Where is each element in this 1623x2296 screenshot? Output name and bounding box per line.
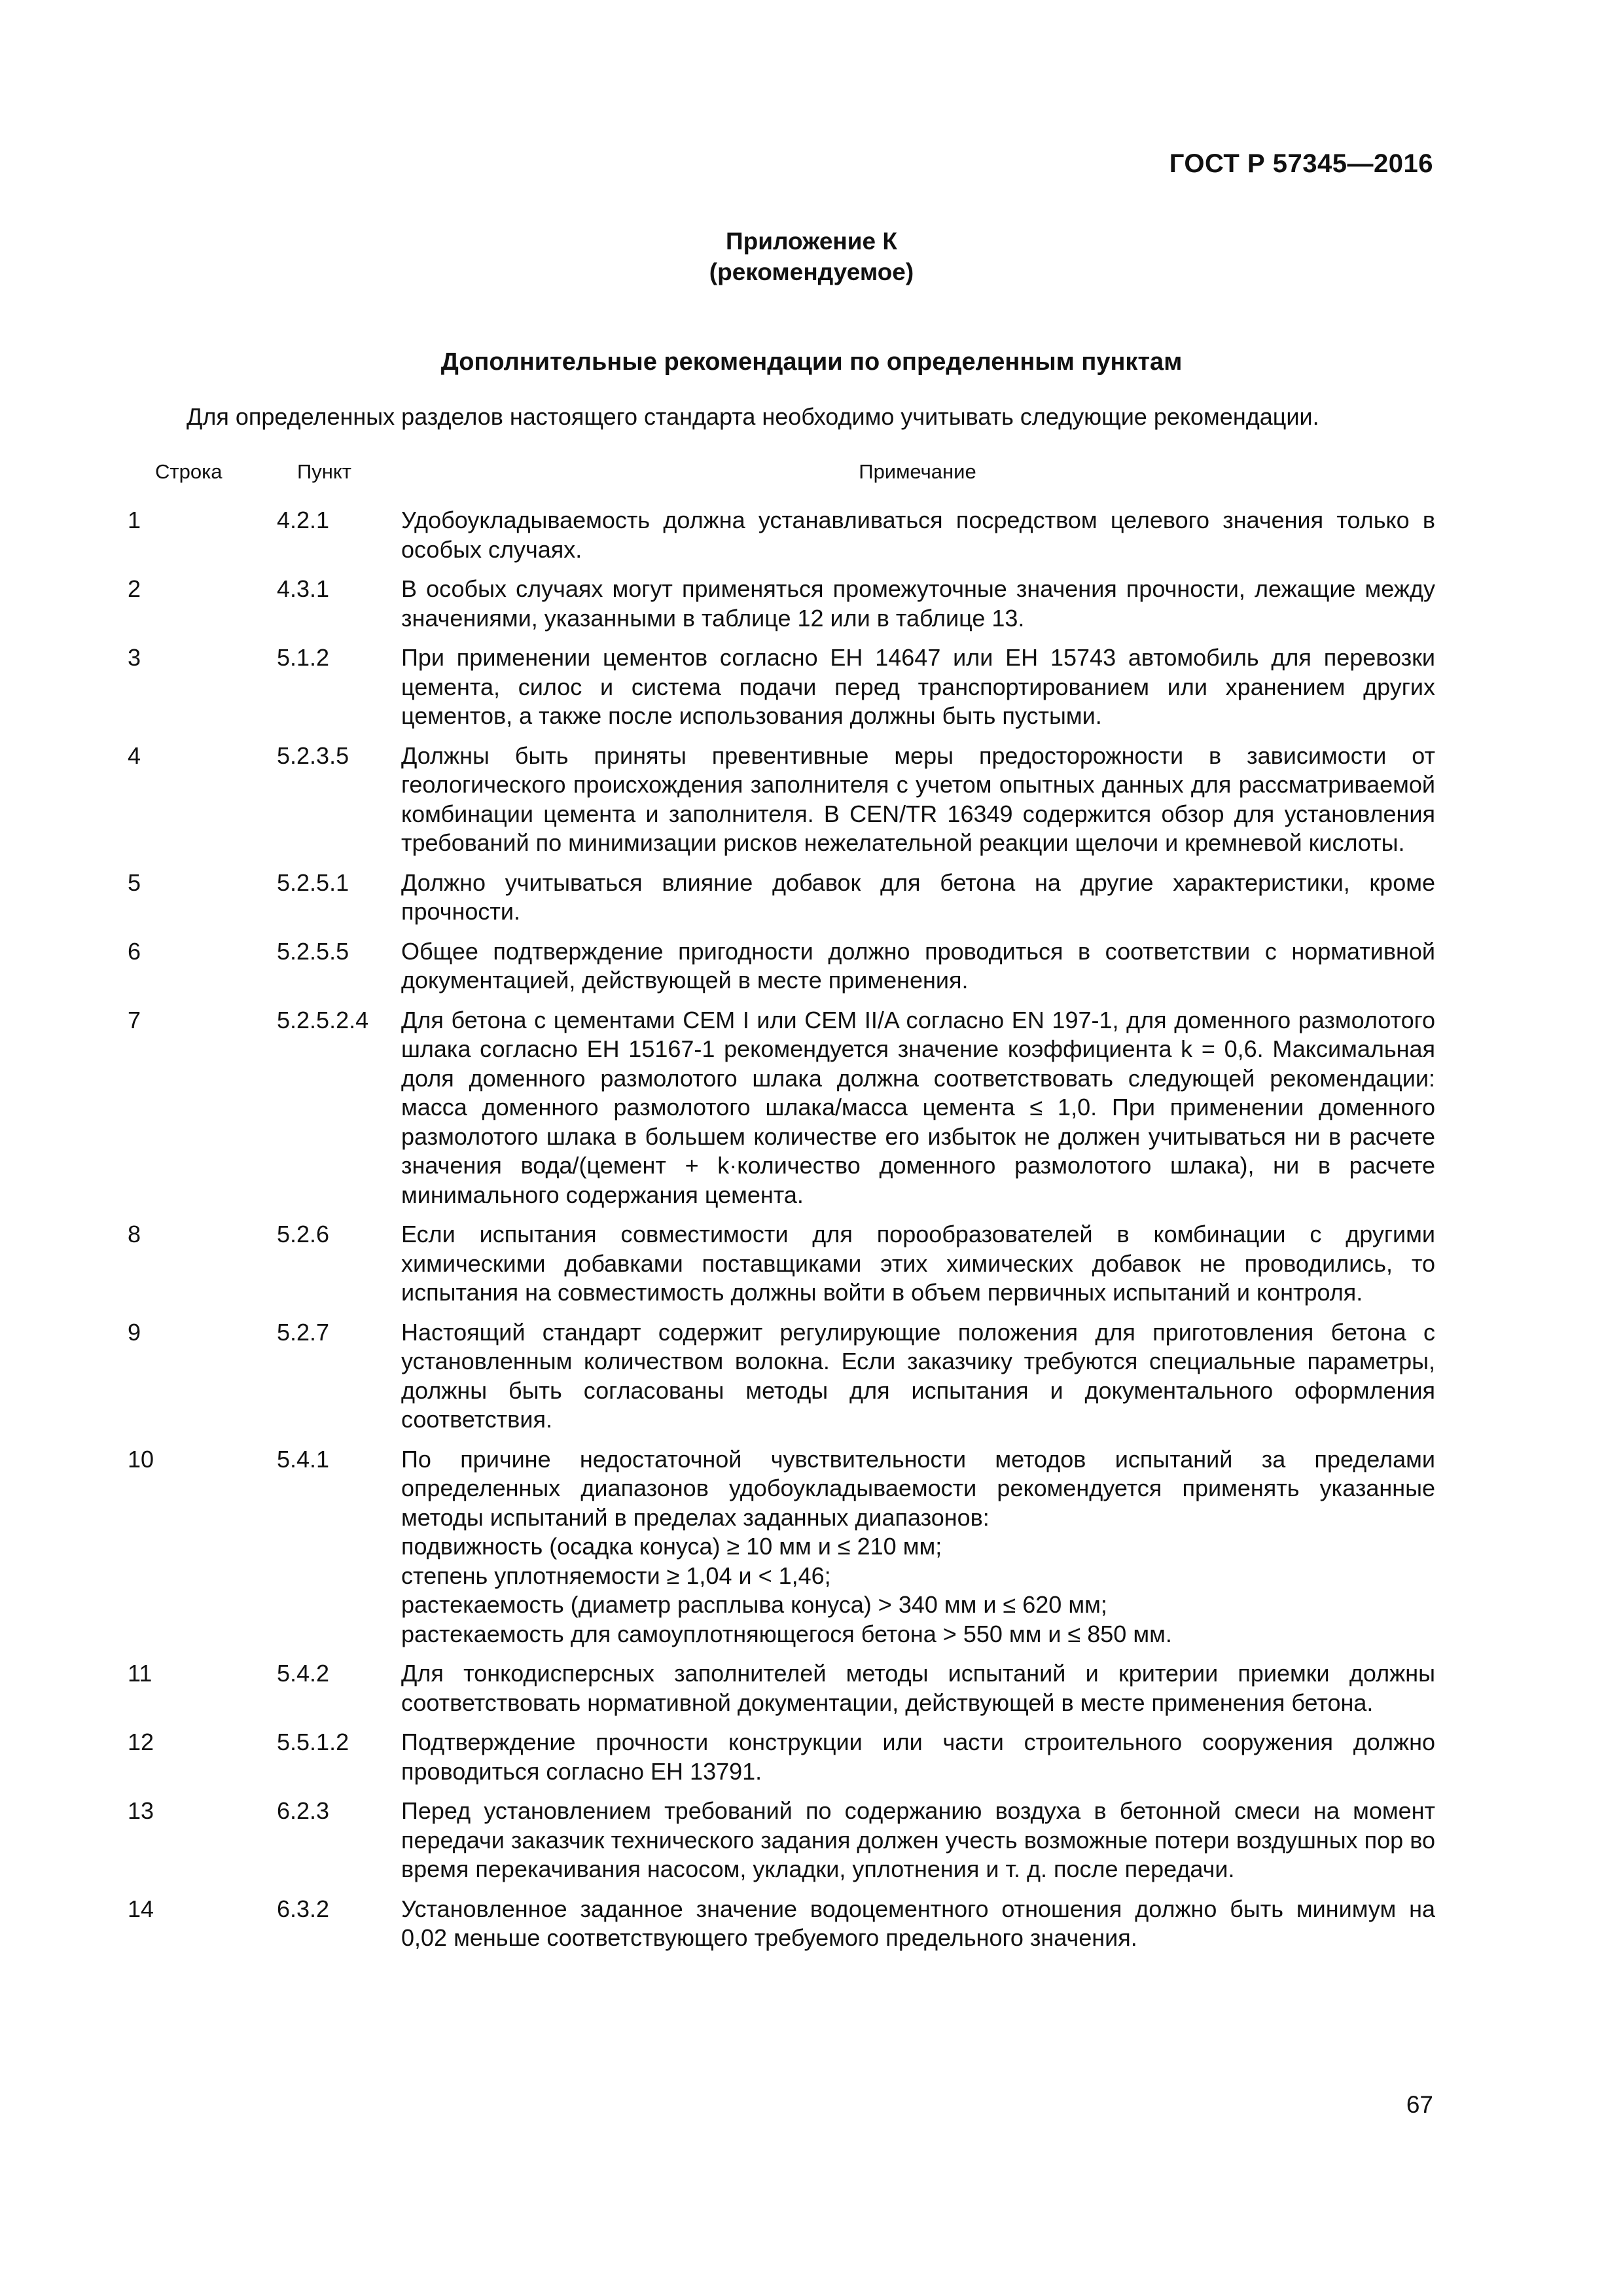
row-number: 14 bbox=[128, 1895, 154, 1922]
table-row bbox=[128, 742, 1436, 858]
row-note: В особых случаях могут применяться промежуточные значения прочности, лежащие между значениями, указанными в таблице 12 или в таблице 13. bbox=[401, 575, 1435, 632]
table-row bbox=[128, 1659, 1436, 1717]
row-clause: 5.2.5.1 bbox=[277, 869, 349, 896]
row-number: 11 bbox=[128, 1660, 152, 1687]
row-clause: 5.1.2 bbox=[277, 644, 330, 671]
column-header-row: Строка bbox=[155, 460, 223, 483]
row-number: 9 bbox=[128, 1318, 141, 1346]
row-clause: 5.2.7 bbox=[277, 1318, 330, 1346]
row-number: 7 bbox=[128, 1006, 141, 1033]
row-note: Для тонкодисперсных заполнителей методы испытаний и критерии приемки должны соответствовать нормативной документации, действующей в месте применения бетона. bbox=[401, 1660, 1435, 1716]
table-row bbox=[128, 1445, 1436, 1649]
section-title: Дополнительные рекомендации по определенным пунктам bbox=[440, 348, 1183, 376]
row-clause: 5.2.5.2.4 bbox=[277, 1006, 369, 1033]
row-note: Настоящий стандарт содержит регулирующие положения для приготовления бетона с установленным количеством волокна. Если заказчику требуются специальные параметры, должны быть согласованы методы для испытания и документального оформления соответствия. bbox=[401, 1318, 1435, 1433]
row-number: 6 bbox=[128, 937, 141, 965]
row-number: 1 bbox=[128, 507, 141, 533]
row-note: Если испытания совместимости для порообразователей в комбинации с другими химическими добавками поставщиками этих химических добавок не проводились, то испытания на совместимость должны войти в объем первичных испытаний и контроля. bbox=[401, 1221, 1435, 1306]
standard-code: ГОСТ Р 57345—2016 bbox=[1169, 149, 1433, 178]
row-number: 12 bbox=[128, 1729, 154, 1755]
row-note: Установленное заданное значение водоцементного отношения должно быть минимум на 0,02 меньше соответствующего требуемого предельного значения. bbox=[401, 1895, 1435, 1951]
row-note: При применении цементов согласно ЕН 14647 или ЕН 15743 автомобиль для перевозки цемента, силос и система подачи перед транспортированием или хранением других цементов, а также после использования должны быть пустыми. bbox=[401, 644, 1435, 729]
table-row bbox=[128, 869, 1436, 927]
table-row bbox=[128, 1220, 1436, 1308]
table-row bbox=[128, 1797, 1436, 1884]
row-clause: 5.5.1.2 bbox=[277, 1729, 349, 1755]
row-clause: 4.2.1 bbox=[277, 507, 330, 533]
table-row bbox=[128, 575, 1436, 633]
row-number: 3 bbox=[128, 644, 141, 671]
row-note: Должно учитываться влияние добавок для бетона на другие характеристики, кроме прочности. bbox=[401, 869, 1435, 925]
row-number: 5 bbox=[128, 869, 141, 896]
annex-title-line-2: (рекомендуемое) bbox=[709, 259, 914, 285]
annex-title-line-1: Приложение К bbox=[726, 228, 897, 255]
row-note: Перед установлением требований по содержанию воздуха в бетонной смеси на момент передачи заказчик технического задания должен учесть возможные потери воздушных пор во время перекачивания насосом, укладки, уплотнения и т. д. после передачи. bbox=[401, 1797, 1435, 1882]
row-note: Для бетона с цементами CEM I или CEM II/A согласно EN 197-1, для доменного размолотого шлака согласно ЕН 15167-1 рекомендуется значение коэффициента k = 0,6. Максимальная доля доменного размолотого шлака должна соответствовать следующей рекомендации: масса доменного размолотого шлака/масса цемента ≤ 1,0. При применении доменного размолотого шлака в большем количестве его избыток не должен учитываться ни в расчете значения вода/(цемент + k·количество доменного размолотого шлака), ни в расчете минимального содержания цемента. bbox=[401, 1006, 1435, 1208]
table-row bbox=[128, 1895, 1436, 1953]
column-header-clause: Пункт bbox=[297, 460, 352, 483]
row-note: Общее подтверждение пригодности должно проводиться в соответствии с нормативной документацией, действующей в месте применения. bbox=[401, 937, 1435, 994]
table-row bbox=[128, 506, 1436, 564]
row-clause: 5.2.5.5 bbox=[277, 937, 349, 965]
column-header-note: Примечание bbox=[859, 460, 976, 483]
row-clause: 5.2.6 bbox=[277, 1221, 330, 1247]
page-number: 67 bbox=[1406, 2091, 1433, 2118]
table-row bbox=[128, 1728, 1436, 1786]
row-number: 13 bbox=[128, 1797, 154, 1824]
row-clause: 5.4.1 bbox=[277, 1445, 330, 1473]
table-row bbox=[128, 1006, 1436, 1210]
row-note: Удобоукладываемость должна устанавливаться посредством целевого значения только в особых случаях. bbox=[401, 507, 1435, 563]
row-number: 8 bbox=[128, 1221, 141, 1247]
row-number: 2 bbox=[128, 575, 141, 602]
row-clause: 4.3.1 bbox=[277, 575, 330, 602]
row-note: По причине недостаточной чувствительности методов испытаний за пределами определенных диапазонов удобоукладываемости рекомендуется применять указанные методы испытаний в пределах заданных диапазонов: подвижность (осадка конуса) ≥ 10 мм и ≤ 210 мм; степень уплотняемости ≥ 1,04 и < 1,46; растекаемость (диаметр расплыва конуса) > 340 мм и ≤ 620 мм; растекаемость для самоуплотняющегося бетона > 550 мм и ≤ 850 мм. bbox=[401, 1445, 1435, 1647]
row-clause: 6.3.2 bbox=[277, 1895, 330, 1922]
row-note: Подтверждение прочности конструкции или части строительного сооружения должно проводиться согласно ЕН 13791. bbox=[401, 1729, 1435, 1785]
row-clause: 5.2.3.5 bbox=[277, 742, 349, 769]
intro-paragraph: Для определенных разделов настоящего стандарта необходимо учитывать следующие рекомендации. bbox=[187, 403, 1319, 430]
row-clause: 6.2.3 bbox=[277, 1797, 330, 1824]
annex-title bbox=[0, 226, 1623, 287]
table-row bbox=[128, 643, 1436, 731]
recommendations-table bbox=[128, 506, 1436, 1964]
row-clause: 5.4.2 bbox=[277, 1660, 330, 1687]
row-number: 4 bbox=[128, 742, 141, 769]
row-note: Должны быть приняты превентивные меры предосторожности в зависимости от геологического происхождения заполнителя с учетом опытных данных для рассматриваемой комбинации цемента и заполнителя. В CEN/TR 16349 содержится обзор для установления требований по минимизации рисков нежелательной реакции щелочи и кремневой кислоты. bbox=[401, 742, 1435, 856]
table-row bbox=[128, 937, 1436, 996]
table-row bbox=[128, 1318, 1436, 1435]
row-number: 10 bbox=[128, 1445, 154, 1473]
